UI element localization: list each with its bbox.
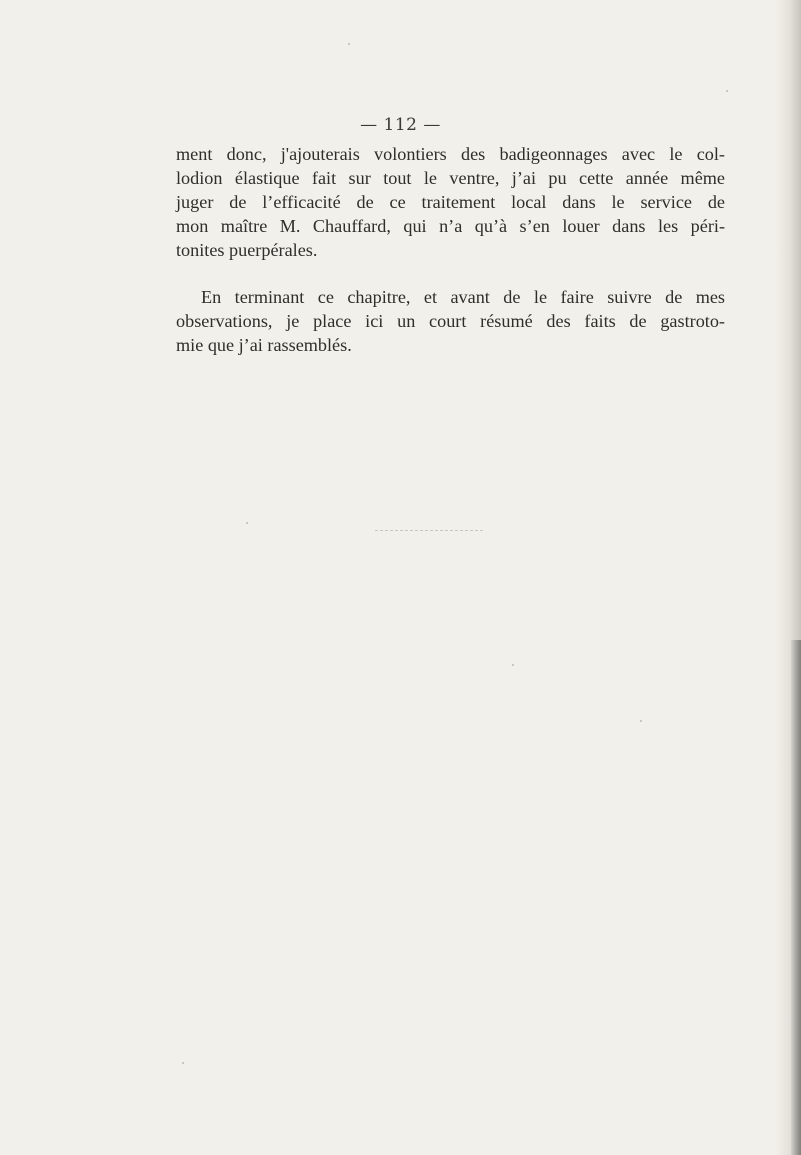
- text-line: lodion élastique fait sur tout le ventre, j’ai pu cette année même: [176, 168, 725, 188]
- text-line: mon maître M. Chauffard, qui n’a qu’à s’en louer dans les péri-: [176, 216, 725, 236]
- text-line: observations, je place ici un court résumé des faits de gastroto-: [176, 311, 725, 331]
- text-line: tonites puerpérales.: [176, 240, 318, 260]
- paper-speck: [640, 720, 642, 722]
- faint-bleedthrough-mark: [375, 530, 483, 532]
- text-line: En terminant ce chapitre, et avant de le faire suivre de mes: [201, 287, 725, 307]
- page-binding-edge: [791, 640, 801, 1155]
- paragraph-1: [176, 142, 725, 262]
- paper-speck: [348, 43, 350, 45]
- paper-speck: [182, 1062, 184, 1064]
- paper-speck: [726, 90, 728, 92]
- page-number-header: — 112 —: [360, 115, 441, 135]
- text-line: ment donc, j'ajouterais volontiers des badigeonnages avec le col-: [176, 144, 725, 164]
- text-line: juger de l’efficacité de ce traitement local dans le service de: [176, 192, 725, 212]
- text-line: mie que j’ai rassemblés.: [176, 335, 352, 355]
- paragraph-2: [176, 285, 725, 357]
- paper-speck: [512, 664, 514, 666]
- paper-speck: [246, 522, 248, 524]
